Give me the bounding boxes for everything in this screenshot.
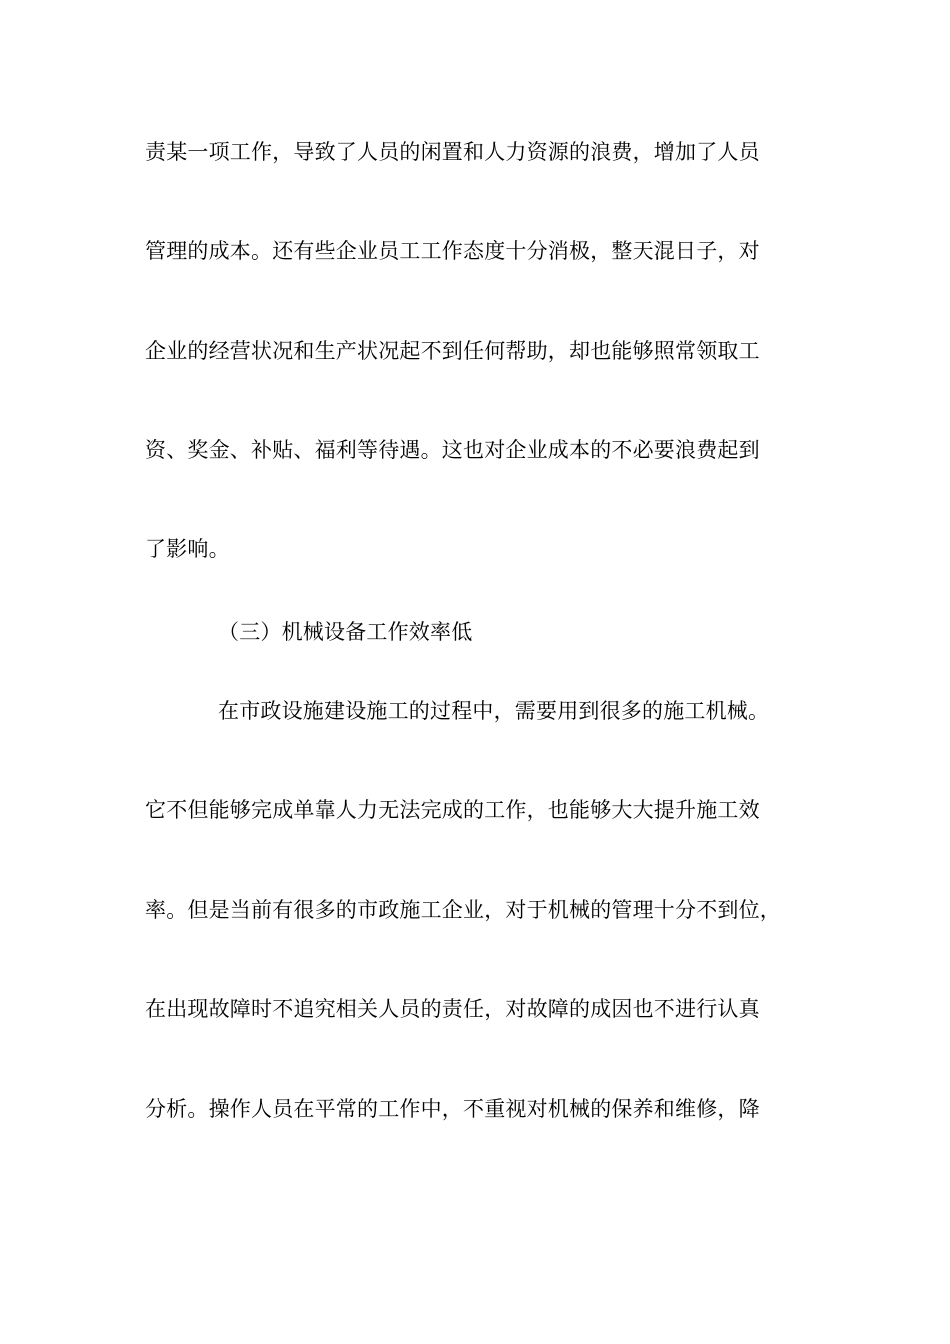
text-line: 管理的成本。还有些企业员工工作态度十分消极，整天混日子，对 [145, 239, 760, 263]
text-line: 企业的经营状况和生产状况起不到任何帮助，却也能够照常领取工 [145, 339, 760, 363]
text-line: 资、奖金、补贴、福利等待遇。这也对企业成本的不必要浪费起到 [145, 438, 760, 462]
text-line: 在出现故障时不追究相关人员的责任，对故障的成因也不进行认真 [145, 997, 760, 1021]
section-heading: （三）机械设备工作效率低 [218, 620, 473, 644]
text-line: 责某一项工作，导致了人员的闲置和人力资源的浪费，增加了人员 [145, 140, 760, 164]
text-line: 率。但是当前有很多的市政施工企业，对于机械的管理十分不到位， [145, 898, 781, 922]
text-line: 了影响。 [145, 537, 230, 561]
paragraph-first-line: 在市政设施建设施工的过程中，需要用到很多的施工机械。 [218, 699, 770, 723]
text-line: 它不但能够完成单靠人力无法完成的工作，也能够大大提升施工效 [145, 798, 760, 822]
text-line: 分析。操作人员在平常的工作中，不重视对机械的保养和维修，降 [145, 1097, 760, 1121]
